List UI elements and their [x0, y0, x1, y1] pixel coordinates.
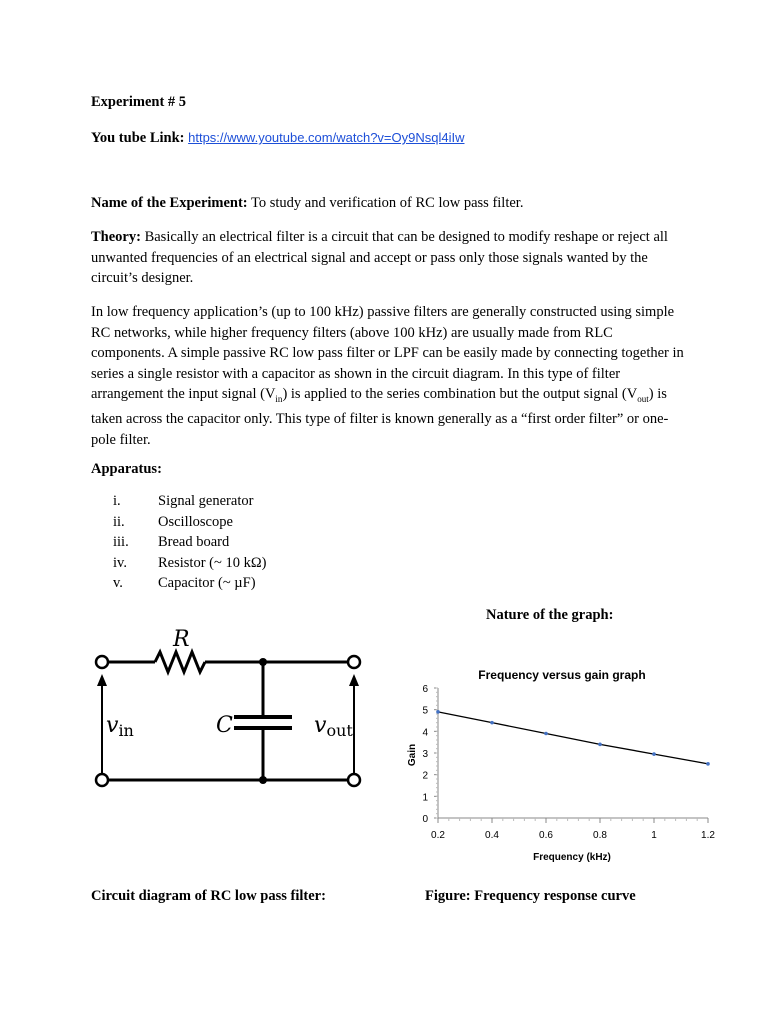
theory-text-2b: ) is applied to the series combination but the output signal (V	[282, 386, 638, 402]
experiment-name-text: To study and verification of RC low pass filter.	[251, 195, 524, 211]
x-tick-label: 0.2	[431, 830, 445, 841]
vout-arrow-head	[349, 674, 359, 686]
data-point	[598, 743, 602, 747]
list-number: ii.	[113, 513, 125, 530]
y-tick-label: 1	[422, 792, 428, 804]
y-tick-label: 5	[422, 705, 428, 717]
vin-label	[106, 713, 134, 740]
chart-ylabel: Gain	[407, 743, 418, 767]
series-line	[438, 712, 708, 764]
list-number: i.	[113, 493, 121, 509]
experiment-name-label: Name of the Experiment:	[91, 195, 248, 211]
vout-sub: out	[326, 721, 353, 740]
data-point	[544, 732, 548, 736]
y-tick-label: 6	[422, 684, 428, 695]
vin-sub: in	[118, 721, 134, 740]
resistor-label: R	[173, 627, 190, 652]
list-text: Bread board	[158, 534, 230, 550]
chart-title: Frequency versus gain graph	[478, 668, 646, 682]
list-number: iii.	[113, 534, 129, 550]
data-point	[490, 721, 494, 725]
experiment-title: Experiment # 5	[91, 94, 187, 110]
youtube-line	[91, 128, 464, 149]
y-tick-label: 0	[422, 814, 428, 825]
terminal-bottom-right	[348, 774, 360, 786]
experiment-name-line	[91, 193, 687, 214]
data-point	[652, 752, 656, 756]
circuit-caption: Circuit diagram of RC low pass filter:	[91, 888, 326, 904]
theory-paragraph-1	[91, 227, 687, 289]
capacitor-label: C	[216, 713, 233, 738]
list-number: iv.	[113, 554, 127, 571]
x-tick-label: 1	[651, 830, 657, 841]
vin-subscript: in	[275, 393, 283, 404]
theory-text-2a: In low frequency application’s (up to 100 kHz) passive filters are generally constructed using simple RC networks, while higher frequency filters (above 100 kHz) are usually made from RLC components. A simple passive RC low pass filter or LPF can be easily made by connecting together in series a single resistor with a capacitor as shown in the circuit diagram. In this type of filter arrangement the input signal (V	[91, 304, 684, 402]
list-text: Signal generator	[158, 493, 254, 509]
junction-top	[259, 658, 267, 666]
theory-text-1: Basically an electrical filter is a circuit that can be designed to modify reshape or reject all unwanted frequencies of an electrical signal and accept or pass only those signals wanted by the circuit’s designer.	[91, 229, 668, 286]
list-text: Resistor (~ 10 kΩ)	[158, 554, 267, 571]
y-tick-label: 4	[422, 727, 428, 739]
apparatus-label: Apparatus:	[91, 461, 162, 477]
youtube-link[interactable]: https://www.youtube.com/watch?v=Oy9Nsql4iIw	[188, 130, 465, 145]
list-number: v.	[113, 575, 123, 591]
vout-main: v	[314, 713, 327, 738]
figure-caption: Figure: Frequency response curve	[425, 888, 636, 904]
terminal-top-left	[96, 656, 108, 668]
terminal-top-right	[348, 656, 360, 668]
theory-label: Theory:	[91, 229, 141, 245]
data-point	[436, 710, 440, 714]
theory-text-2c: ) is taken across the capacitor only. This type of filter is known generally as a “first order filter” or one-pole filter.	[91, 386, 669, 448]
resistor-symbol	[155, 652, 205, 672]
vout-label	[314, 713, 353, 740]
rc-circuit-diagram	[88, 622, 378, 802]
list-text: Capacitor (~ µF)	[158, 575, 256, 591]
vout-subscript: out	[637, 393, 649, 404]
y-tick-label: 3	[422, 749, 428, 760]
y-tick-label: 2	[422, 770, 428, 782]
junction-bottom	[259, 776, 267, 784]
theory-paragraph-2	[91, 302, 687, 450]
x-tick-label: 1.2	[701, 830, 715, 841]
list-text: Oscilloscope	[158, 513, 233, 530]
terminal-bottom-left	[96, 774, 108, 786]
nature-of-graph-heading: Nature of the graph:	[486, 607, 614, 623]
x-tick-label: 0.8	[593, 830, 607, 841]
chart-xlabel: Frequency (kHz)	[533, 852, 611, 863]
vin-main: v	[106, 713, 119, 738]
youtube-label: You tube Link:	[91, 130, 185, 146]
frequency-gain-chart	[390, 660, 730, 870]
data-point	[706, 762, 710, 766]
x-tick-label: 0.4	[485, 830, 499, 841]
vin-arrow-head	[97, 674, 107, 686]
x-tick-label: 0.6	[539, 830, 553, 841]
